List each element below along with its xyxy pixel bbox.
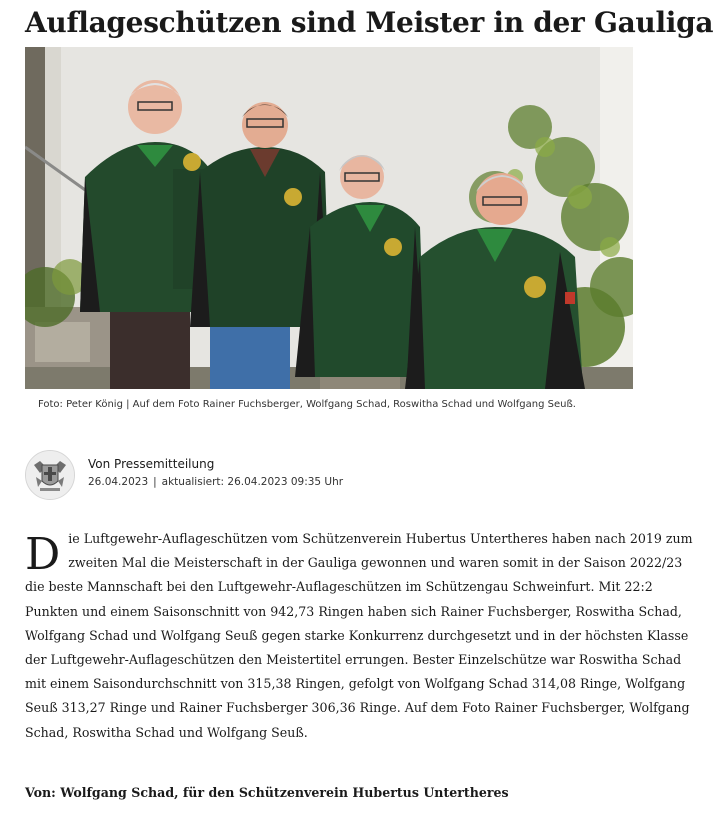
article-body bbox=[25, 527, 697, 745]
article-headline: Auflageschützen sind Meister in der Gauliga bbox=[25, 6, 714, 39]
published-date: 26.04.2023 bbox=[88, 476, 149, 488]
date-separator: | bbox=[153, 476, 157, 488]
updated-date: aktualisiert: 26.04.2023 09:35 Uhr bbox=[161, 476, 344, 488]
author-name: Von Pressemitteilung bbox=[88, 457, 215, 471]
photo-caption: Foto: Peter König | Auf dem Foto Rainer Fuchsberger, Wolfgang Schad, Roswitha Schad und Wolfgang Seuß. bbox=[38, 399, 576, 410]
drop-cap: D bbox=[25, 529, 61, 580]
author-avatar bbox=[25, 450, 75, 500]
publish-dates bbox=[88, 476, 343, 488]
article-photo bbox=[25, 47, 633, 389]
coat-of-arms-icon bbox=[26, 451, 74, 499]
article-byline: Von: Wolfgang Schad, für den Schützenverein Hubertus Untertheres bbox=[25, 785, 509, 800]
article-text: ie Luftgewehr-Auflageschützen vom Schützenverein Hubertus Untertheres haben nach 2019 zum zweiten Mal die Meisterschaft in der Gauliga gewonnen und waren somit in der Saison 2022/23 die beste Mannschaft bei den Luftgewehr-Auflageschützen im Schützengau Schweinfurt. Mit 22:2 Punkten und einem Saisonschnitt von 942,73 Ringen haben sich Rainer Fuchsberger, Roswitha Schad, Wolfgang Schad und Wolfgang Seuß gegen starke Konkurrenz durchgesetzt und in der höchsten Klasse der Luftgewehr-Auflageschützen den Meistertitel errungen. Bester Einzelschütze war Roswitha Schad mit einem Saisondurchschnitt von 315,38 Ringen, gefolgt von Wolfgang Schad 314,08 Ringe, Wolfgang Seuß 313,27 Ringe und Rainer Fuchsberger 306,36 Ringe. Auf dem Foto Rainer Fuchsberger, Wolfgang Schad, Roswitha Schad und Wolfgang Seuß. bbox=[25, 531, 693, 740]
